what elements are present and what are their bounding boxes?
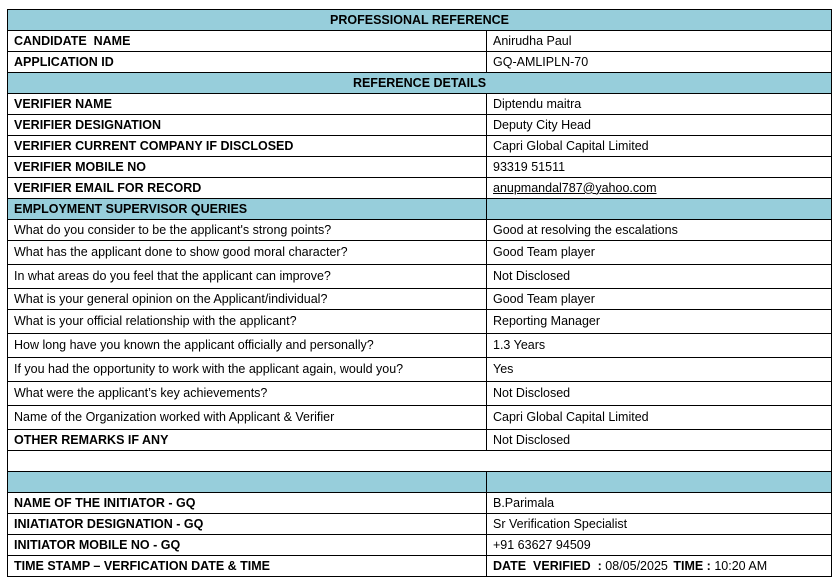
date-verified-label: DATE VERIFIED : — [493, 558, 602, 573]
query-question: In what areas do you feel that the applicant can improve? — [8, 265, 487, 289]
query-question: What is your general opinion on the Applicant/individual? — [8, 289, 487, 310]
initiator-designation-row — [8, 514, 832, 535]
query-row — [8, 358, 832, 382]
initiator-header-empty-left — [8, 472, 487, 493]
verifier-email-label: VERIFIER EMAIL FOR RECORD — [8, 178, 487, 199]
initiator-name-value: B.Parimala — [487, 493, 832, 514]
other-remarks-row — [8, 430, 832, 451]
blank-separator-cell — [8, 451, 832, 472]
time-value: 10:20 AM — [714, 558, 768, 573]
initiator-designation-label: INIATIATOR DESIGNATION - GQ — [8, 514, 487, 535]
supervisor-queries-header-row — [8, 199, 832, 220]
verifier-name-label: VERIFIER NAME — [8, 94, 487, 115]
timestamp-value — [487, 556, 832, 577]
query-question: What is your official relationship with the applicant? — [8, 310, 487, 334]
initiator-mobile-value: +91 63627 94509 — [487, 535, 832, 556]
blank-separator-row — [8, 451, 832, 472]
candidate-name-value: Anirudha Paul — [487, 31, 832, 52]
initiator-header-empty-right — [487, 472, 832, 493]
initiator-name-row — [8, 493, 832, 514]
query-question: What do you consider to be the applicant's strong points? — [8, 220, 487, 241]
professional-reference-header-row — [8, 10, 832, 31]
other-remarks-label: OTHER REMARKS IF ANY — [8, 430, 487, 451]
query-answer: Good Team player — [487, 289, 832, 310]
candidate-name-label: CANDIDATE NAME — [8, 31, 487, 52]
candidate-name-row — [8, 31, 832, 52]
verifier-company-label: VERIFIER CURRENT COMPANY IF DISCLOSED — [8, 136, 487, 157]
timestamp-label: TIME STAMP – VERFICATION DATE & TIME — [8, 556, 487, 577]
verifier-email-row — [8, 178, 832, 199]
application-id-row — [8, 52, 832, 73]
verifier-email-link[interactable]: anupmandal787@yahoo.com — [493, 180, 657, 195]
initiator-name-label: NAME OF THE INITIATOR - GQ — [8, 493, 487, 514]
query-question: How long have you known the applicant officially and personally? — [8, 334, 487, 358]
professional-reference-table — [7, 9, 832, 577]
verifier-designation-label: VERIFIER DESIGNATION — [8, 115, 487, 136]
application-id-label: APPLICATION ID — [8, 52, 487, 73]
supervisor-queries-title: EMPLOYMENT SUPERVISOR QUERIES — [8, 199, 487, 220]
time-label: TIME : — [673, 558, 711, 573]
query-row — [8, 382, 832, 406]
verifier-designation-row — [8, 115, 832, 136]
initiator-mobile-label: INITIATOR MOBILE NO - GQ — [8, 535, 487, 556]
application-id-value: GQ-AMLIPLN-70 — [487, 52, 832, 73]
query-answer: Capri Global Capital Limited — [487, 406, 832, 430]
verifier-designation-value: Deputy City Head — [487, 115, 832, 136]
initiator-header-row — [8, 472, 832, 493]
query-question: If you had the opportunity to work with the applicant again, would you? — [8, 358, 487, 382]
query-row — [8, 334, 832, 358]
reference-details-title: REFERENCE DETAILS — [8, 73, 832, 94]
supervisor-queries-empty-cell — [487, 199, 832, 220]
date-verified-value: 08/05/2025 — [605, 558, 668, 573]
professional-reference-title: PROFESSIONAL REFERENCE — [8, 10, 832, 31]
initiator-mobile-row — [8, 535, 832, 556]
query-question: What has the applicant done to show good moral character? — [8, 241, 487, 265]
query-row — [8, 289, 832, 310]
verifier-mobile-label: VERIFIER MOBILE NO — [8, 157, 487, 178]
verifier-name-row — [8, 94, 832, 115]
verifier-name-value: Diptendu maitra — [487, 94, 832, 115]
verifier-company-value: Capri Global Capital Limited — [487, 136, 832, 157]
query-question: What were the applicant’s key achievements? — [8, 382, 487, 406]
query-answer: Not Disclosed — [487, 265, 832, 289]
query-row — [8, 310, 832, 334]
query-answer: Good Team player — [487, 241, 832, 265]
query-row — [8, 406, 832, 430]
query-answer: Not Disclosed — [487, 382, 832, 406]
query-answer: Good at resolving the escalations — [487, 220, 832, 241]
query-row — [8, 220, 832, 241]
initiator-designation-value: Sr Verification Specialist — [487, 514, 832, 535]
query-question: Name of the Organization worked with Applicant & Verifier — [8, 406, 487, 430]
verifier-mobile-row — [8, 157, 832, 178]
reference-details-header-row — [8, 73, 832, 94]
verifier-mobile-value: 93319 51511 — [487, 157, 832, 178]
query-answer: Yes — [487, 358, 832, 382]
verifier-company-row — [8, 136, 832, 157]
other-remarks-value: Not Disclosed — [487, 430, 832, 451]
verifier-email-value[interactable] — [487, 178, 832, 199]
query-row — [8, 265, 832, 289]
query-answer: Reporting Manager — [487, 310, 832, 334]
timestamp-row — [8, 556, 832, 577]
query-answer: 1.3 Years — [487, 334, 832, 358]
query-row — [8, 241, 832, 265]
